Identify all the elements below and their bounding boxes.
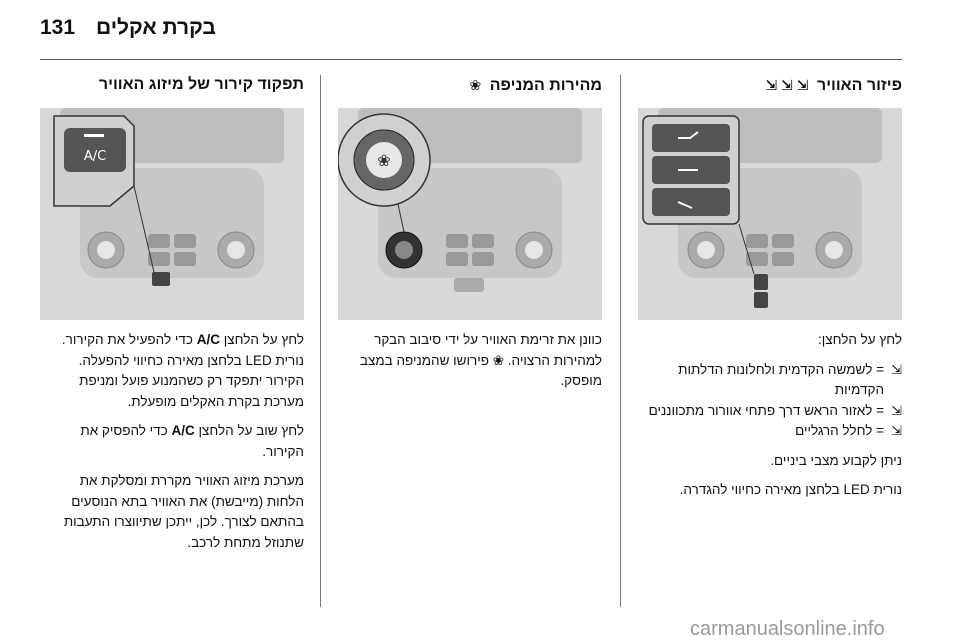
section-text xyxy=(338,330,602,401)
windscreen-mode-icon: ⇲ xyxy=(891,361,902,377)
column-cooling xyxy=(40,72,304,550)
dashboard-illustration xyxy=(638,108,902,320)
ac-label: A/C xyxy=(171,423,195,438)
heading-text: מהירות המניפה xyxy=(489,77,602,94)
page-number: 131 xyxy=(40,16,76,39)
mode-list xyxy=(638,360,902,442)
dashboard-illustration xyxy=(40,108,304,320)
page-header xyxy=(0,0,960,62)
section-heading xyxy=(638,72,902,98)
ac-label: A/C xyxy=(196,332,220,347)
head-mode-icon: ⇲ xyxy=(891,402,902,418)
dashboard-illustration xyxy=(338,108,602,320)
list-item: ⇲ = לאזור הראש דרך פתחי אוורור מתכווננים xyxy=(638,401,902,422)
paragraph: נורית LED בלחצן מאירה כחיווי להגדרה. xyxy=(679,482,902,497)
footwell-mode-icon: ⇲ xyxy=(891,423,902,438)
fan-icon: ❀ xyxy=(469,77,482,93)
page-title: בקרת אקלים xyxy=(96,16,216,39)
figure-fan-speed xyxy=(338,108,602,320)
figure-air-distribution xyxy=(638,108,902,320)
section-heading: תפקוד קירור של מיזוג האוויר xyxy=(98,76,304,93)
ac-button-label: A/C xyxy=(83,149,107,164)
svg-text:❀: ❀ xyxy=(377,151,391,170)
list-item: ⇲ = לחלל הרגליים xyxy=(638,421,902,442)
paragraph: מערכת מיזוג האוויר מקררת ומסלקת את הלחות (מייבשת) את האוויר בתא הנוסעים בהתאם לצורך. לכן, ייתכן שתיווצרו התעבות שתנוזל מתחת לרכב. xyxy=(63,473,304,550)
air-distribution-icon: ⇲ ⇲ ⇲ xyxy=(765,77,809,93)
section-text xyxy=(40,330,304,562)
column-fan-speed xyxy=(338,72,602,388)
section-text xyxy=(638,330,902,510)
paragraph: לחץ שוב על הלחצן A/C כדי להפסיק את הקירור. xyxy=(80,423,304,459)
column-divider xyxy=(320,75,321,607)
paragraph: לחץ על הלחצן A/C כדי להפעיל את הקירור. נורית LED בלחצן מאירה כחיווי להפעלה. הקירור יתפקד רק כשהמנוע פועל ומניפת מערכת בקרת האקלים מופעלת. xyxy=(61,332,304,409)
header-rule xyxy=(40,59,902,60)
intro-text: לחץ על הלחצן: xyxy=(817,332,902,347)
list-item: ⇲ = לשמשה הקדמית ולחלונות הדלתות הקדמיות xyxy=(678,361,902,397)
paragraph: כוונן את זרימת האוויר על ידי סיבוב הבקר למהירות הרצויה. ❀ פירושו שהמניפה במצב מופסק. xyxy=(359,332,602,388)
paragraph: ניתן לקבוע מצבי ביניים. xyxy=(770,452,902,468)
section-heading xyxy=(338,72,602,98)
column-divider xyxy=(620,75,621,607)
watermark: carmanualsonline.info xyxy=(690,618,885,640)
figure-ac xyxy=(40,108,304,320)
heading-text: פיזור האוויר xyxy=(816,77,902,94)
column-air-distribution xyxy=(638,72,902,497)
